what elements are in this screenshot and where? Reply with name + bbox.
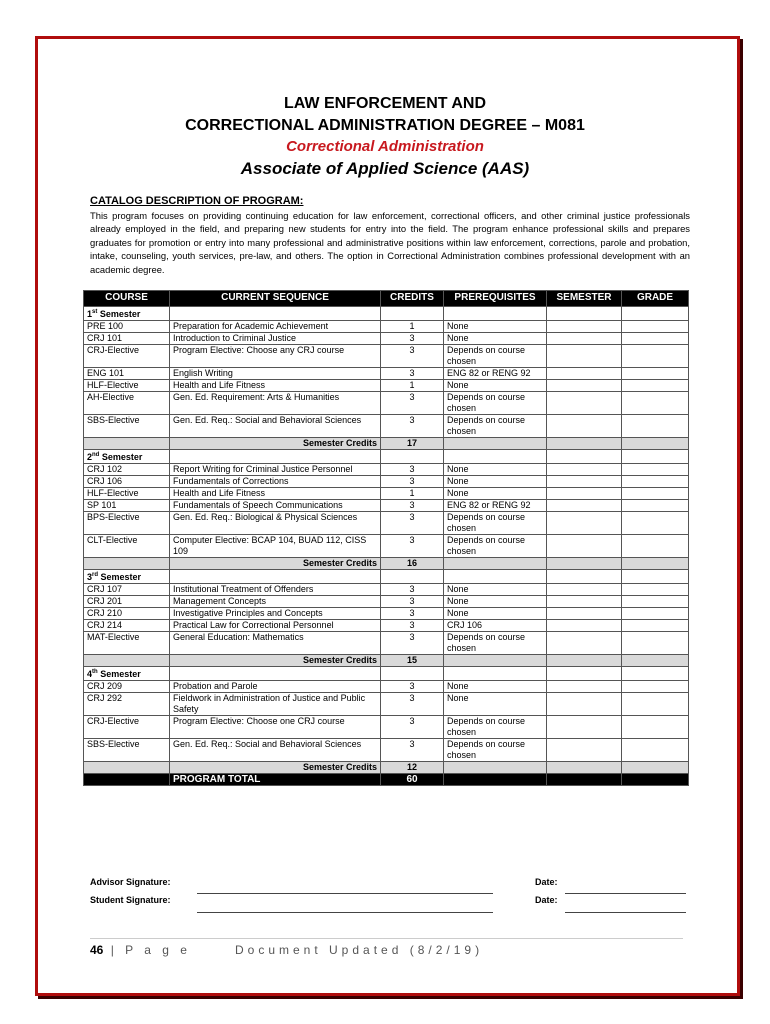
grade-entry-cell[interactable] bbox=[622, 500, 689, 512]
semester-entry-cell[interactable] bbox=[547, 584, 622, 596]
semester-credits-value: 16 bbox=[381, 558, 444, 570]
course-title: Institutional Treatment of Offenders bbox=[170, 584, 381, 596]
semester-heading-row bbox=[84, 667, 689, 681]
semester-credits-label: Semester Credits bbox=[170, 558, 381, 570]
course-code: PRE 100 bbox=[84, 321, 170, 333]
column-header: GRADE bbox=[622, 291, 689, 307]
course-code: BPS-Elective bbox=[84, 512, 170, 535]
table-row bbox=[84, 500, 689, 512]
course-credits: 3 bbox=[381, 464, 444, 476]
grade-entry-cell[interactable] bbox=[622, 512, 689, 535]
semester-entry-cell[interactable] bbox=[547, 321, 622, 333]
grade-entry-cell[interactable] bbox=[622, 464, 689, 476]
footer-rule bbox=[90, 938, 683, 939]
table-row bbox=[84, 380, 689, 392]
table-row bbox=[84, 512, 689, 535]
semester-entry-cell[interactable] bbox=[547, 681, 622, 693]
advisor-date-label: Date: bbox=[535, 877, 558, 887]
course-code: CRJ 102 bbox=[84, 464, 170, 476]
course-prereqs: CRJ 106 bbox=[444, 620, 547, 632]
document-title bbox=[40, 93, 730, 181]
semester-entry-cell[interactable] bbox=[547, 500, 622, 512]
column-header: PREREQUISITES bbox=[444, 291, 547, 307]
semester-credits-row bbox=[84, 438, 689, 450]
course-credits: 3 bbox=[381, 716, 444, 739]
semester-entry-cell[interactable] bbox=[547, 739, 622, 762]
degree-type: Associate of Applied Science (AAS) bbox=[240, 159, 530, 178]
grade-entry-cell[interactable] bbox=[622, 321, 689, 333]
grade-entry-cell[interactable] bbox=[622, 739, 689, 762]
course-title: Program Elective: Choose one CRJ course bbox=[170, 716, 381, 739]
table-row bbox=[84, 368, 689, 380]
course-title: Program Elective: Choose any CRJ course bbox=[170, 345, 381, 368]
course-credits: 3 bbox=[381, 476, 444, 488]
course-prereqs: Depends on course chosen bbox=[444, 535, 547, 558]
course-prereqs: None bbox=[444, 693, 547, 716]
course-code: SBS-Elective bbox=[84, 739, 170, 762]
semester-label: 3rd Semester bbox=[84, 570, 170, 584]
course-sequence-table bbox=[83, 290, 689, 786]
grade-entry-cell[interactable] bbox=[622, 632, 689, 655]
program-total-label: PROGRAM TOTAL bbox=[170, 774, 381, 786]
table-row bbox=[84, 681, 689, 693]
course-title: Gen. Ed. Requirement: Arts & Humanities bbox=[170, 392, 381, 415]
course-prereqs: Depends on course chosen bbox=[444, 415, 547, 438]
course-prereqs: None bbox=[444, 681, 547, 693]
title-line-1: LAW ENFORCEMENT AND bbox=[283, 95, 487, 112]
grade-entry-cell[interactable] bbox=[622, 596, 689, 608]
table-row bbox=[84, 608, 689, 620]
course-credits: 3 bbox=[381, 415, 444, 438]
course-code: CRJ-Elective bbox=[84, 716, 170, 739]
course-credits: 3 bbox=[381, 693, 444, 716]
course-credits: 3 bbox=[381, 368, 444, 380]
grade-entry-cell[interactable] bbox=[622, 620, 689, 632]
grade-entry-cell[interactable] bbox=[622, 345, 689, 368]
course-prereqs: Depends on course chosen bbox=[444, 392, 547, 415]
course-credits: 3 bbox=[381, 584, 444, 596]
course-title: Health and Life Fitness bbox=[170, 488, 381, 500]
column-header: CREDITS bbox=[381, 291, 444, 307]
course-code: CRJ 101 bbox=[84, 333, 170, 345]
semester-credits-row bbox=[84, 558, 689, 570]
program-option: Correctional Administration bbox=[286, 138, 484, 155]
course-title: Gen. Ed. Req.: Biological & Physical Sciences bbox=[170, 512, 381, 535]
course-title: Fundamentals of Speech Communications bbox=[170, 500, 381, 512]
student-signature-label: Student Signature: bbox=[90, 895, 171, 905]
student-signature-line[interactable] bbox=[197, 912, 493, 913]
grade-entry-cell[interactable] bbox=[622, 333, 689, 345]
course-code: ENG 101 bbox=[84, 368, 170, 380]
course-prereqs: None bbox=[444, 476, 547, 488]
semester-credits-row bbox=[84, 655, 689, 667]
semester-label: 2nd Semester bbox=[84, 450, 170, 464]
course-title: General Education: Mathematics bbox=[170, 632, 381, 655]
course-credits: 3 bbox=[381, 596, 444, 608]
advisor-signature-line[interactable] bbox=[197, 893, 493, 894]
table-row bbox=[84, 464, 689, 476]
course-credits: 1 bbox=[381, 380, 444, 392]
semester-entry-cell[interactable] bbox=[547, 333, 622, 345]
semester-entry-cell[interactable] bbox=[547, 596, 622, 608]
table-row bbox=[84, 415, 689, 438]
semester-label: 1st Semester bbox=[84, 307, 170, 321]
grade-entry-cell[interactable] bbox=[622, 716, 689, 739]
course-credits: 3 bbox=[381, 500, 444, 512]
course-prereqs: ENG 82 or RENG 92 bbox=[444, 368, 547, 380]
program-total-value: 60 bbox=[381, 774, 444, 786]
grade-entry-cell[interactable] bbox=[622, 476, 689, 488]
course-title: Computer Elective: BCAP 104, BUAD 112, CISS 109 bbox=[170, 535, 381, 558]
course-code: HLF-Elective bbox=[84, 488, 170, 500]
course-code: CRJ 214 bbox=[84, 620, 170, 632]
course-prereqs: None bbox=[444, 488, 547, 500]
semester-entry-cell[interactable] bbox=[547, 380, 622, 392]
semester-credits-label: Semester Credits bbox=[170, 762, 381, 774]
semester-entry-cell[interactable] bbox=[547, 345, 622, 368]
page-footer bbox=[90, 943, 483, 957]
program-total-row bbox=[84, 774, 689, 786]
document-updated: Document Updated (8/2/19) bbox=[234, 943, 484, 957]
grade-entry-cell[interactable] bbox=[622, 693, 689, 716]
course-code: CRJ-Elective bbox=[84, 345, 170, 368]
table-row bbox=[84, 716, 689, 739]
column-header: CURRENT SEQUENCE bbox=[170, 291, 381, 307]
table-row bbox=[84, 535, 689, 558]
table-row bbox=[84, 476, 689, 488]
course-title: Health and Life Fitness bbox=[170, 380, 381, 392]
grade-entry-cell[interactable] bbox=[622, 488, 689, 500]
table-row bbox=[84, 333, 689, 345]
course-prereqs: None bbox=[444, 608, 547, 620]
semester-entry-cell[interactable] bbox=[547, 476, 622, 488]
course-title: Investigative Principles and Concepts bbox=[170, 608, 381, 620]
course-prereqs: None bbox=[444, 380, 547, 392]
course-prereqs: Depends on course chosen bbox=[444, 345, 547, 368]
course-title: Fundamentals of Corrections bbox=[170, 476, 381, 488]
table-row bbox=[84, 596, 689, 608]
semester-entry-cell[interactable] bbox=[547, 464, 622, 476]
course-title: Gen. Ed. Req.: Social and Behavioral Sciences bbox=[170, 739, 381, 762]
semester-credits-value: 17 bbox=[381, 438, 444, 450]
course-prereqs: None bbox=[444, 596, 547, 608]
table-row bbox=[84, 392, 689, 415]
course-code: CLT-Elective bbox=[84, 535, 170, 558]
course-code: HLF-Elective bbox=[84, 380, 170, 392]
semester-entry-cell[interactable] bbox=[547, 632, 622, 655]
semester-entry-cell[interactable] bbox=[547, 716, 622, 739]
course-credits: 3 bbox=[381, 608, 444, 620]
title-line-2: CORRECTIONAL ADMINISTRATION DEGREE – M081 bbox=[185, 117, 585, 134]
semester-label: 4th Semester bbox=[84, 667, 170, 681]
course-title: Probation and Parole bbox=[170, 681, 381, 693]
course-credits: 3 bbox=[381, 512, 444, 535]
semester-credits-value: 12 bbox=[381, 762, 444, 774]
table-header-row bbox=[84, 291, 689, 307]
grade-entry-cell[interactable] bbox=[622, 681, 689, 693]
semester-entry-cell[interactable] bbox=[547, 608, 622, 620]
grade-entry-cell[interactable] bbox=[622, 535, 689, 558]
semester-heading-row bbox=[84, 450, 689, 464]
course-credits: 3 bbox=[381, 345, 444, 368]
course-prereqs: None bbox=[444, 321, 547, 333]
semester-heading-row bbox=[84, 307, 689, 321]
table-row bbox=[84, 488, 689, 500]
course-code: SBS-Elective bbox=[84, 415, 170, 438]
semester-entry-cell[interactable] bbox=[547, 368, 622, 380]
semester-entry-cell[interactable] bbox=[547, 535, 622, 558]
course-credits: 3 bbox=[381, 739, 444, 762]
course-title: Practical Law for Correctional Personnel bbox=[170, 620, 381, 632]
table-row bbox=[84, 693, 689, 716]
course-prereqs: Depends on course chosen bbox=[444, 512, 547, 535]
course-prereqs: None bbox=[444, 584, 547, 596]
grade-entry-cell[interactable] bbox=[622, 368, 689, 380]
semester-heading-row bbox=[84, 570, 689, 584]
grade-entry-cell[interactable] bbox=[622, 392, 689, 415]
course-prereqs: None bbox=[444, 464, 547, 476]
table-row bbox=[84, 620, 689, 632]
table-row bbox=[84, 632, 689, 655]
semester-entry-cell[interactable] bbox=[547, 392, 622, 415]
course-code: CRJ 106 bbox=[84, 476, 170, 488]
advisor-signature-label: Advisor Signature: bbox=[90, 877, 171, 887]
course-code: SP 101 bbox=[84, 500, 170, 512]
course-code: CRJ 292 bbox=[84, 693, 170, 716]
course-prereqs: ENG 82 or RENG 92 bbox=[444, 500, 547, 512]
course-credits: 3 bbox=[381, 333, 444, 345]
course-credits: 3 bbox=[381, 620, 444, 632]
course-code: CRJ 107 bbox=[84, 584, 170, 596]
course-credits: 3 bbox=[381, 535, 444, 558]
course-title: Preparation for Academic Achievement bbox=[170, 321, 381, 333]
course-code: MAT-Elective bbox=[84, 632, 170, 655]
semester-entry-cell[interactable] bbox=[547, 415, 622, 438]
grade-entry-cell[interactable] bbox=[622, 415, 689, 438]
course-prereqs: Depends on course chosen bbox=[444, 716, 547, 739]
description-text: This program focuses on providing continuing education for law enforcement, correctional officers, and other criminal justice professionals already employed in the field, and preparing new students for entry into the field. The program enhance professional skills and prepares graduates for promotion or entry into many professional and administrative positions within law enforcement, corrections, parole and probation, intake, counseling, youth services, pre-law, and others. The option in Correctional Administration combines professional development with an academic degree. bbox=[90, 210, 690, 275]
student-date-label: Date: bbox=[535, 895, 558, 905]
course-credits: 1 bbox=[381, 488, 444, 500]
semester-credits-row bbox=[84, 762, 689, 774]
table-row bbox=[84, 739, 689, 762]
course-code: CRJ 210 bbox=[84, 608, 170, 620]
student-date-line[interactable] bbox=[565, 912, 686, 913]
grade-entry-cell[interactable] bbox=[622, 584, 689, 596]
description-heading: CATALOG DESCRIPTION OF PROGRAM: bbox=[90, 195, 304, 207]
course-code: AH-Elective bbox=[84, 392, 170, 415]
course-title: English Writing bbox=[170, 368, 381, 380]
grade-entry-cell[interactable] bbox=[622, 380, 689, 392]
course-credits: 3 bbox=[381, 632, 444, 655]
table-row bbox=[84, 321, 689, 333]
course-prereqs: Depends on course chosen bbox=[444, 739, 547, 762]
semester-entry-cell[interactable] bbox=[547, 620, 622, 632]
semester-credits-label: Semester Credits bbox=[170, 438, 381, 450]
course-title: Introduction to Criminal Justice bbox=[170, 333, 381, 345]
course-title: Management Concepts bbox=[170, 596, 381, 608]
course-prereqs: None bbox=[444, 333, 547, 345]
semester-credits-label: Semester Credits bbox=[170, 655, 381, 667]
semester-entry-cell[interactable] bbox=[547, 512, 622, 535]
column-header: COURSE bbox=[84, 291, 170, 307]
course-title: Report Writing for Criminal Justice Personnel bbox=[170, 464, 381, 476]
course-credits: 1 bbox=[381, 321, 444, 333]
page-number: 46 bbox=[90, 943, 104, 957]
course-title: Gen. Ed. Req.: Social and Behavioral Sciences bbox=[170, 415, 381, 438]
course-code: CRJ 201 bbox=[84, 596, 170, 608]
course-credits: 3 bbox=[381, 392, 444, 415]
table-row bbox=[84, 584, 689, 596]
column-header: SEMESTER bbox=[547, 291, 622, 307]
course-title: Fieldwork in Administration of Justice and Public Safety bbox=[170, 693, 381, 716]
course-code: CRJ 209 bbox=[84, 681, 170, 693]
semester-entry-cell[interactable] bbox=[547, 488, 622, 500]
table-row bbox=[84, 345, 689, 368]
course-prereqs: Depends on course chosen bbox=[444, 632, 547, 655]
page-word: | P a g e bbox=[110, 943, 191, 957]
semester-credits-value: 15 bbox=[381, 655, 444, 667]
semester-entry-cell[interactable] bbox=[547, 693, 622, 716]
grade-entry-cell[interactable] bbox=[622, 608, 689, 620]
advisor-date-line[interactable] bbox=[565, 893, 686, 894]
course-credits: 3 bbox=[381, 681, 444, 693]
